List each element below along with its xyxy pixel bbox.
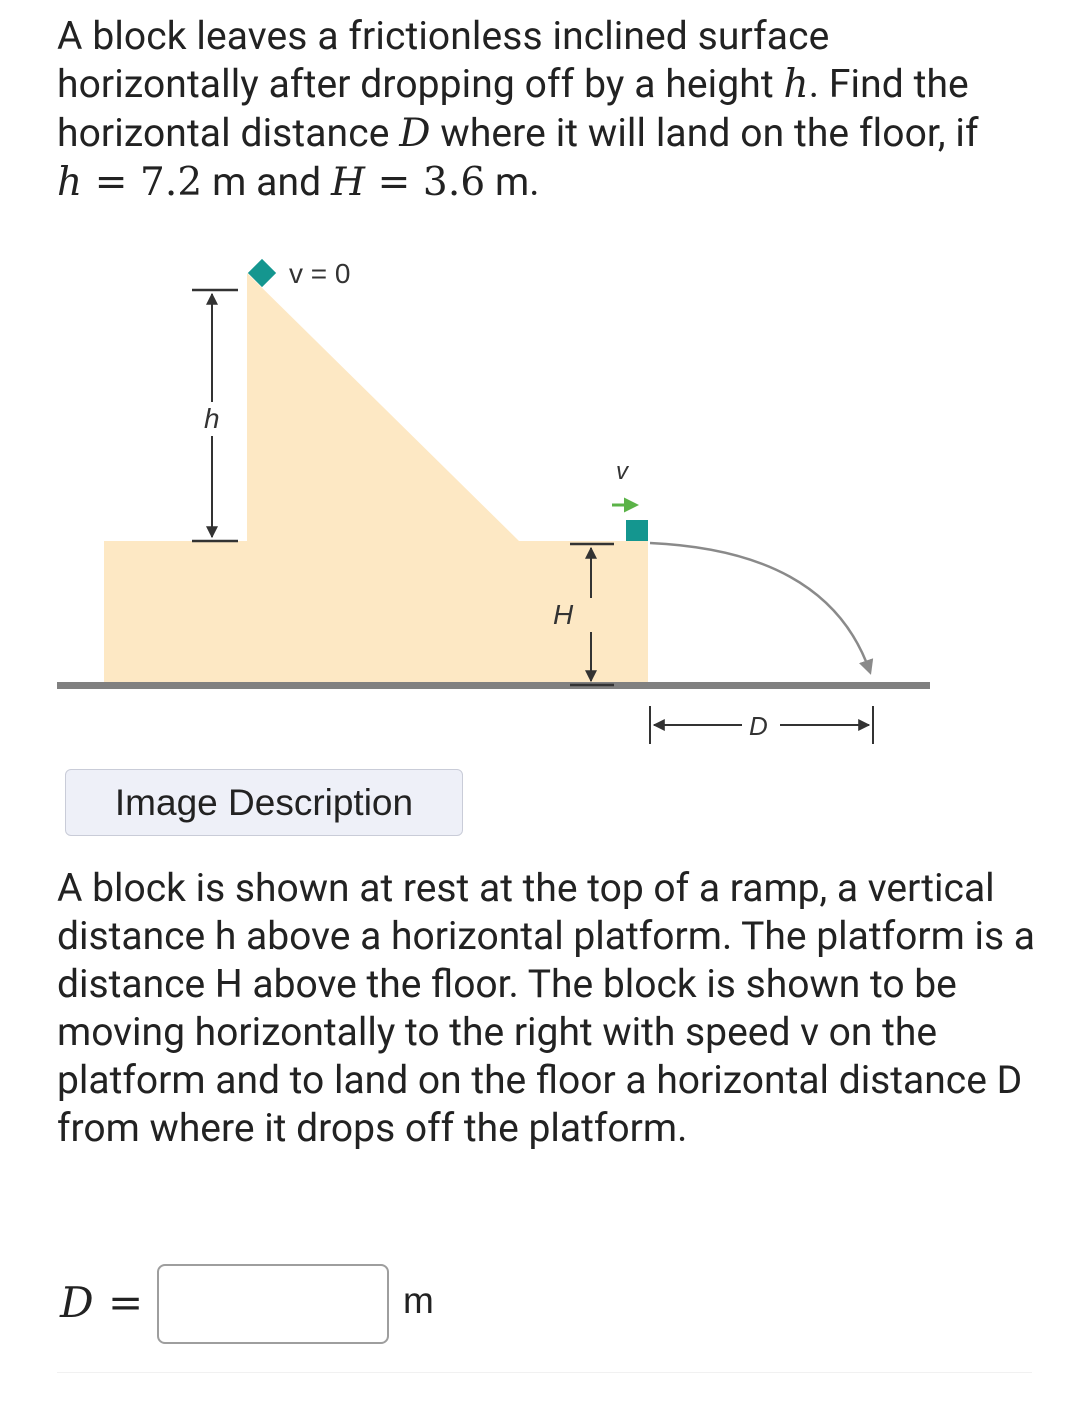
- answer-equals: =: [108, 1278, 144, 1327]
- question-line-3: horizontal distance D where it will land on the floor, if: [57, 110, 979, 156]
- h-value: 7.2: [140, 160, 203, 205]
- divider: [57, 1372, 1032, 1373]
- answer-unit: m: [403, 1280, 434, 1321]
- trajectory-curve: [650, 543, 870, 672]
- answer-input[interactable]: [157, 1264, 389, 1344]
- answer-variable: D: [60, 1278, 94, 1327]
- question-line-4: h = 7.2 m and H = 3.6 m.: [57, 159, 540, 205]
- answer-row: [60, 1264, 660, 1345]
- label-D: D: [749, 711, 768, 741]
- question-line-1: A block leaves a frictionless inclined surface: [57, 13, 830, 59]
- label-v: v: [616, 458, 628, 485]
- variable-h-given: h: [57, 160, 83, 205]
- image-description-text: A block is shown at rest at the top of a ramp, a vertical distance h above a horizontal platform. The platform is a distance H above the floor. The block is shown to be moving horizontally to the right with speed v on the platform and to land on the floor a horizontal distance D from where it drops off the platform.: [57, 865, 1035, 1151]
- question-text: [57, 12, 1047, 207]
- variable-D: D: [399, 111, 431, 156]
- image-description-button[interactable]: Image Description: [65, 769, 463, 836]
- variable-H-given: H: [331, 160, 366, 205]
- label-v-zero: v = 0: [289, 258, 351, 289]
- question-line-2: horizontally after dropping off by a height h. Find the: [57, 61, 969, 107]
- variable-h: h: [783, 62, 809, 107]
- H-value: 3.6: [422, 160, 486, 205]
- floor-line: [57, 682, 930, 689]
- block-moving: [626, 520, 648, 541]
- label-H: H: [553, 599, 574, 630]
- label-h: h: [204, 403, 220, 434]
